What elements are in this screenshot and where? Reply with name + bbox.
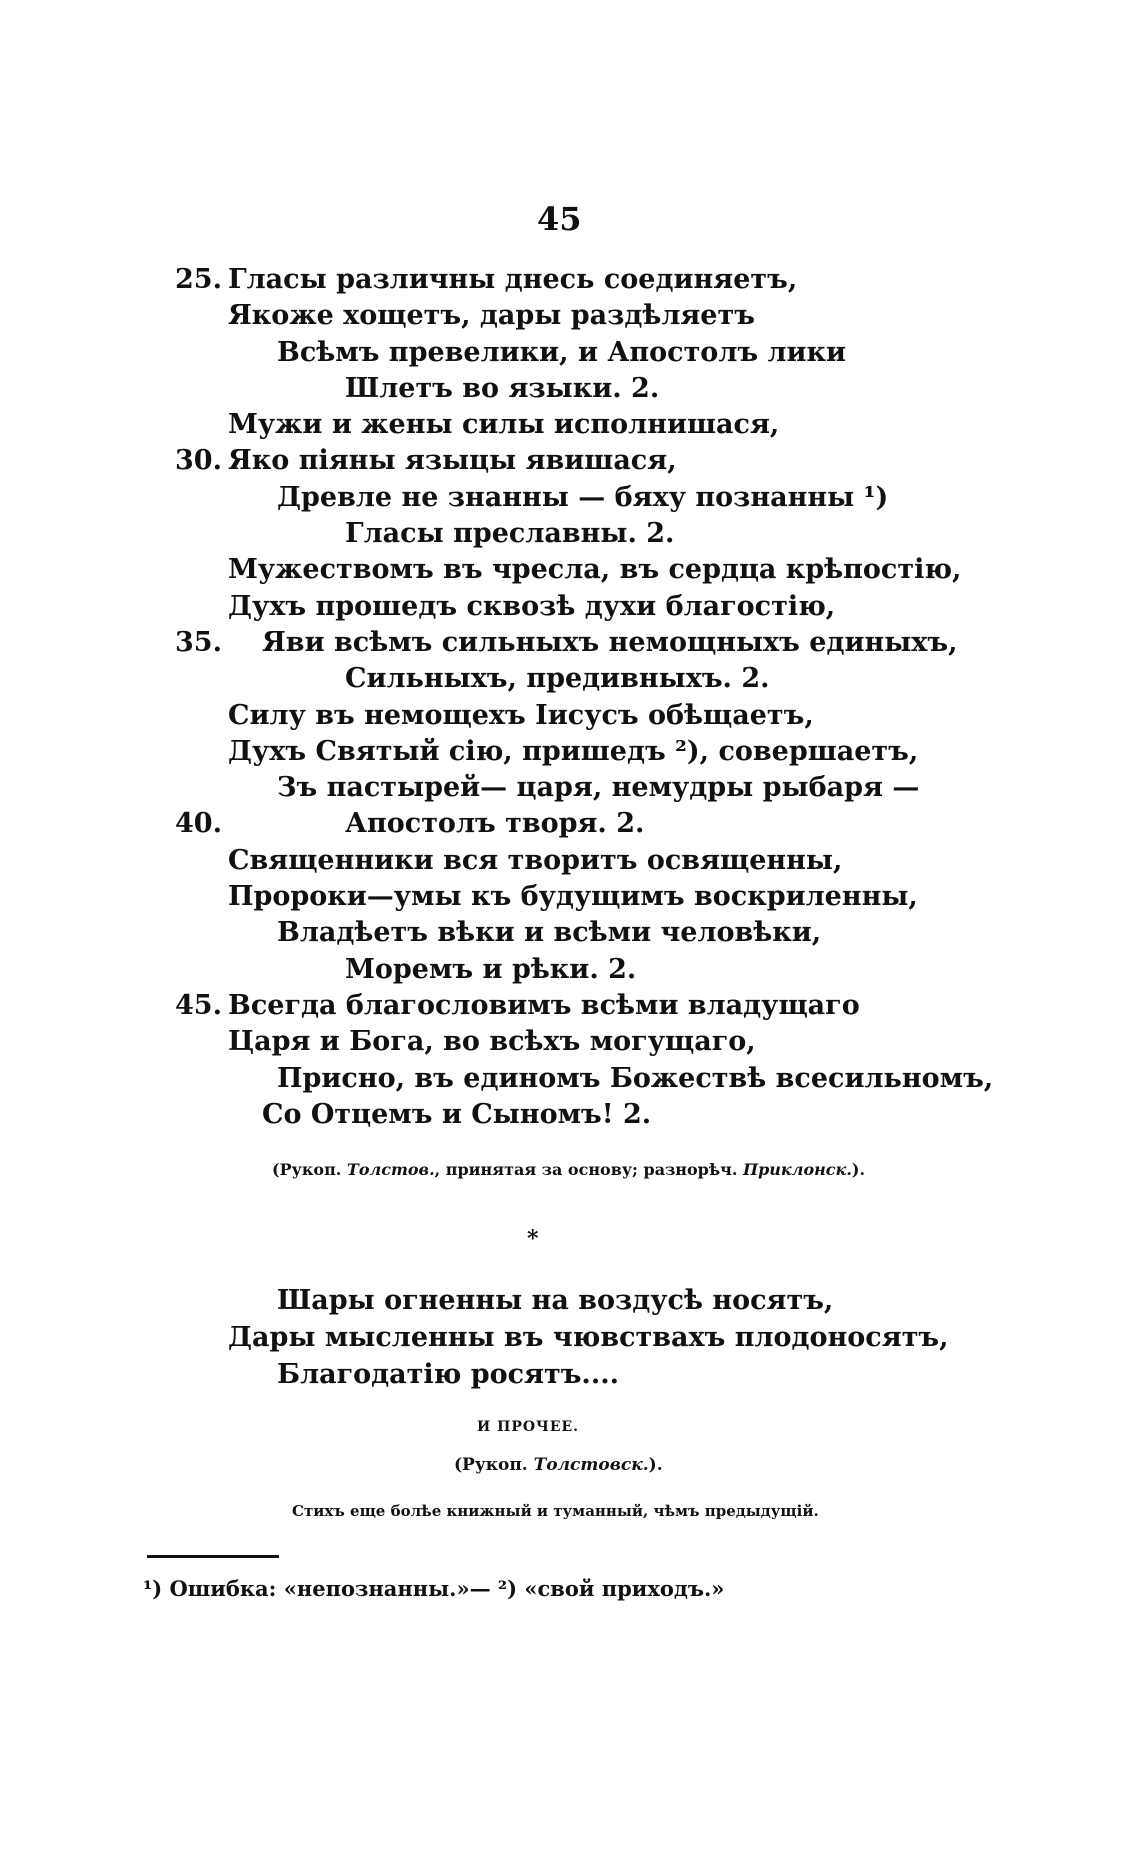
verse-line	[0, 806, 1140, 842]
verse-line	[0, 770, 1140, 806]
verse-line-text: Священники вся творитъ освященны,	[228, 844, 843, 876]
source-middle: , принятая за основу; разнорѣч.	[434, 1160, 743, 1179]
verse-line	[0, 262, 1140, 298]
verse-line	[0, 1097, 1140, 1133]
and-so-on-label: И ПРОЧЕЕ.	[477, 1419, 580, 1435]
source-close: ).	[851, 1160, 866, 1179]
poem-verse	[0, 262, 1140, 1133]
verse-line	[0, 1282, 1140, 1319]
line-number: 45.	[175, 989, 222, 1021]
source-citation-2	[454, 1455, 663, 1475]
source-manuscript-1: Толстов.	[346, 1160, 435, 1179]
line-number: 35.	[175, 626, 222, 658]
footnote-rule	[147, 1555, 279, 1558]
verse-line	[0, 625, 1140, 661]
verse-line	[0, 407, 1140, 443]
verse-line-text: Гласы преславны. 2.	[345, 518, 675, 550]
verse-line	[0, 552, 1140, 588]
editorial-note: Стихъ еще болѣе книжный и туманный, чѣмъ предыдущій.	[292, 1502, 819, 1520]
verse-line-text: Мужи и жены силы исполнишася,	[228, 409, 780, 441]
verse-line	[0, 952, 1140, 988]
verse-line	[0, 661, 1140, 697]
verse-line	[0, 1356, 1140, 1393]
verse-line-text: Силу въ немощехъ Іисусъ обѣщаетъ,	[228, 699, 814, 731]
section-separator: *	[527, 1226, 539, 1252]
source-citation	[272, 1160, 865, 1179]
verse-line-text: Гласы различны днесь соединяетъ,	[228, 264, 798, 295]
verse-line	[0, 879, 1140, 915]
verse-line	[0, 480, 1140, 516]
verse-line	[0, 698, 1140, 734]
verse-line-text: Сильныхъ, предивныхъ. 2.	[345, 663, 770, 695]
verse-line-text: Шлетъ во языки. 2.	[345, 372, 660, 404]
line-number: 30.	[175, 445, 222, 477]
verse-line-text: Зъ пастырей— царя, немудры рыбаря —	[277, 772, 920, 804]
verse-line-text: Царя и Бога, во всѣхъ могущаго,	[228, 1026, 756, 1058]
source2-open: (Рукоп.	[454, 1455, 534, 1475]
verse-line-text: Яко піяны языцы явишася,	[228, 445, 677, 477]
verse-line-text: Древле не знанны — бяху познанны ¹)	[277, 481, 889, 513]
verse-line-text: Всѣмъ превелики, и Апостолъ лики	[277, 336, 847, 368]
verse-line-text: Благодатію росятъ....	[277, 1359, 620, 1390]
verse-line-text: Мужествомъ въ чресла, въ сердца крѣпостію,	[228, 554, 962, 586]
verse-line	[0, 988, 1140, 1024]
verse-line	[0, 1061, 1140, 1097]
source2-close: ).	[648, 1455, 663, 1475]
verse-line	[0, 371, 1140, 407]
source-manuscript-2: Приклонск.	[742, 1160, 852, 1179]
verse-line	[0, 443, 1140, 479]
verse-line-text: Апостолъ творя. 2.	[345, 808, 645, 840]
verse-line	[0, 516, 1140, 552]
verse-line	[0, 298, 1140, 334]
line-number: 25.	[175, 264, 222, 295]
verse-line-text: Яви всѣмъ сильныхъ немощныхъ единыхъ,	[262, 626, 958, 658]
second-poem	[0, 1282, 1140, 1393]
source2-manuscript: Толстовск.	[533, 1455, 649, 1475]
line-number: 40.	[175, 808, 222, 840]
verse-line-text: Дары мысленны въ чювствахъ плодоносятъ,	[228, 1322, 949, 1353]
page-number: 45	[537, 200, 582, 238]
source-open: (Рукоп.	[272, 1160, 347, 1179]
verse-line-text: Со Отцемъ и Сыномъ! 2.	[262, 1098, 652, 1130]
verse-line-text: Духъ прошедъ сквозѣ духи благостію,	[228, 590, 836, 622]
verse-line	[0, 589, 1140, 625]
verse-line	[0, 915, 1140, 951]
verse-line-text: Шары огненны на воздусѣ носятъ,	[277, 1285, 834, 1316]
verse-line	[0, 734, 1140, 770]
verse-line-text: Владѣетъ вѣки и всѣми человѣки,	[277, 917, 822, 949]
footnotes: ¹) Ошибка: «непознанны.»— ²) «свой приходъ.»	[143, 1576, 725, 1601]
verse-line-text: Пророки—умы къ будущимъ воскриленны,	[228, 881, 918, 913]
verse-line	[0, 843, 1140, 879]
verse-line	[0, 335, 1140, 371]
verse-line-text: Всегда благословимъ всѣми владущаго	[228, 989, 860, 1021]
verse-line	[0, 1319, 1140, 1356]
verse-line-text: Моремъ и рѣки. 2.	[345, 953, 637, 985]
verse-line-text: Якоже хощетъ, дары раздѣляетъ	[228, 300, 755, 332]
verse-line	[0, 1024, 1140, 1060]
verse-line-text: Духъ Святый сію, пришедъ ²), совершаетъ,	[228, 735, 919, 767]
verse-line-text: Присно, въ единомъ Божествѣ всесильномъ,	[277, 1062, 994, 1094]
